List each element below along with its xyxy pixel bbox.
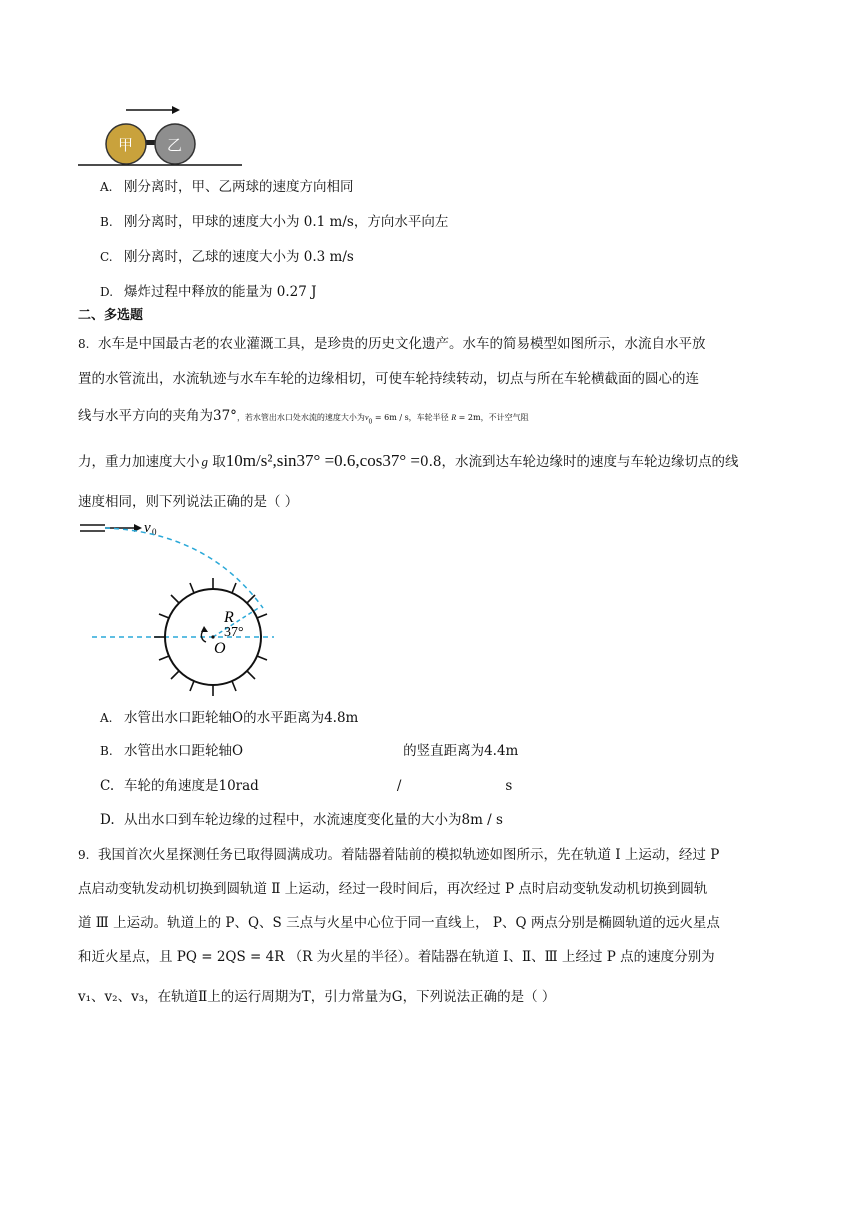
q8-line4: 力，重力加速度大小 g 取10m/s²,sin37° =0.6,cos37° =0.8，水流到达车轮边缘时的速度与车轮边缘切点的线 (78, 451, 739, 470)
q7-option-d: D. 爆炸过程中释放的能量为 0.27 J (100, 284, 317, 300)
q9-line3: 道 Ⅲ 上运动。轨道上的 P、Q、S 三点与火星中心位于同一直线上， P、Q 两点分别是椭圆轨道的远火星点 (78, 915, 720, 931)
q8-line3: 线与水平方向的夹角为37°，若水管出水口处水流的速度大小为$v_0 = 6m / s$，车轮半径 R = 2m，不计空气阻 (78, 408, 529, 426)
q8-line2: 置的水管流出，水流轨迹与水车车轮的边缘相切，可使车轮持续转动，切点与所在车轮横截面的圆心的连 (78, 371, 699, 387)
q8-option-c: C. 车轮的角速度是10rad / s (100, 778, 513, 794)
q9-line5: v₁、v₂、v₃，在轨道Ⅱ上的运行周期为T，引力常量为G，下列说法正确的是（ ） (78, 989, 556, 1005)
section-title: 二、多选题 (78, 308, 144, 323)
radius-label: R (224, 609, 234, 626)
center-label: O (214, 640, 226, 657)
q8-line1: 8. 水车是中国最古老的农业灌溉工具，是珍贵的历史文化遗产。水车的简易模型如图所示，水流自水平放 (78, 336, 706, 352)
q8-option-d: D. 从出水口到车轮边缘的过程中，水流速度变化量的大小为8m / s (100, 812, 503, 828)
q9-line4: 和近火星点，且 PQ = 2QS = 4R （R 为火星的半径）。着陆器在轨道 Ⅰ、Ⅱ、Ⅲ 上经过 P 点的速度分别为 (78, 949, 715, 965)
q9-line2: 点启动变轨发动机切换到圆轨道 Ⅱ 上运动，经过一段时间后，再次经过 P 点时启动变轨发动机切换到圆轨 (78, 881, 708, 897)
ball-yi-label: 乙 (167, 138, 183, 154)
q7-option-c: C. 刚分离时，乙球的速度大小为 0.3 m/s (100, 249, 354, 265)
svg-text:0: 0 (152, 527, 157, 537)
water-wheel-figure (78, 512, 298, 697)
q8-option-b: B. 水管出水口距轮轴O 的竖直距离为4.4m (100, 743, 519, 759)
two-balls-figure (78, 100, 248, 170)
angle-label: 37° (224, 625, 244, 640)
q9-line1: 9. 我国首次火星探测任务已取得圆满成功。着陆器着陆前的模拟轨迹如图所示，先在轨道 Ⅰ 上运动，经过 P (78, 847, 720, 863)
q7-option-a: A. 刚分离时，甲、乙两球的速度方向相同 (100, 179, 354, 195)
v0-label: v (144, 520, 151, 536)
q7-option-b: B. 刚分离时，甲球的速度大小为 0.1 m/s，方向水平向左 (100, 214, 449, 230)
ball-jia-label: 甲 (118, 138, 134, 154)
q8-line5: 速度相同，则下列说法正确的是（ ） (78, 494, 299, 510)
q8-option-a: A. 水管出水口距轮轴O的水平距离为4.8m (100, 710, 359, 726)
